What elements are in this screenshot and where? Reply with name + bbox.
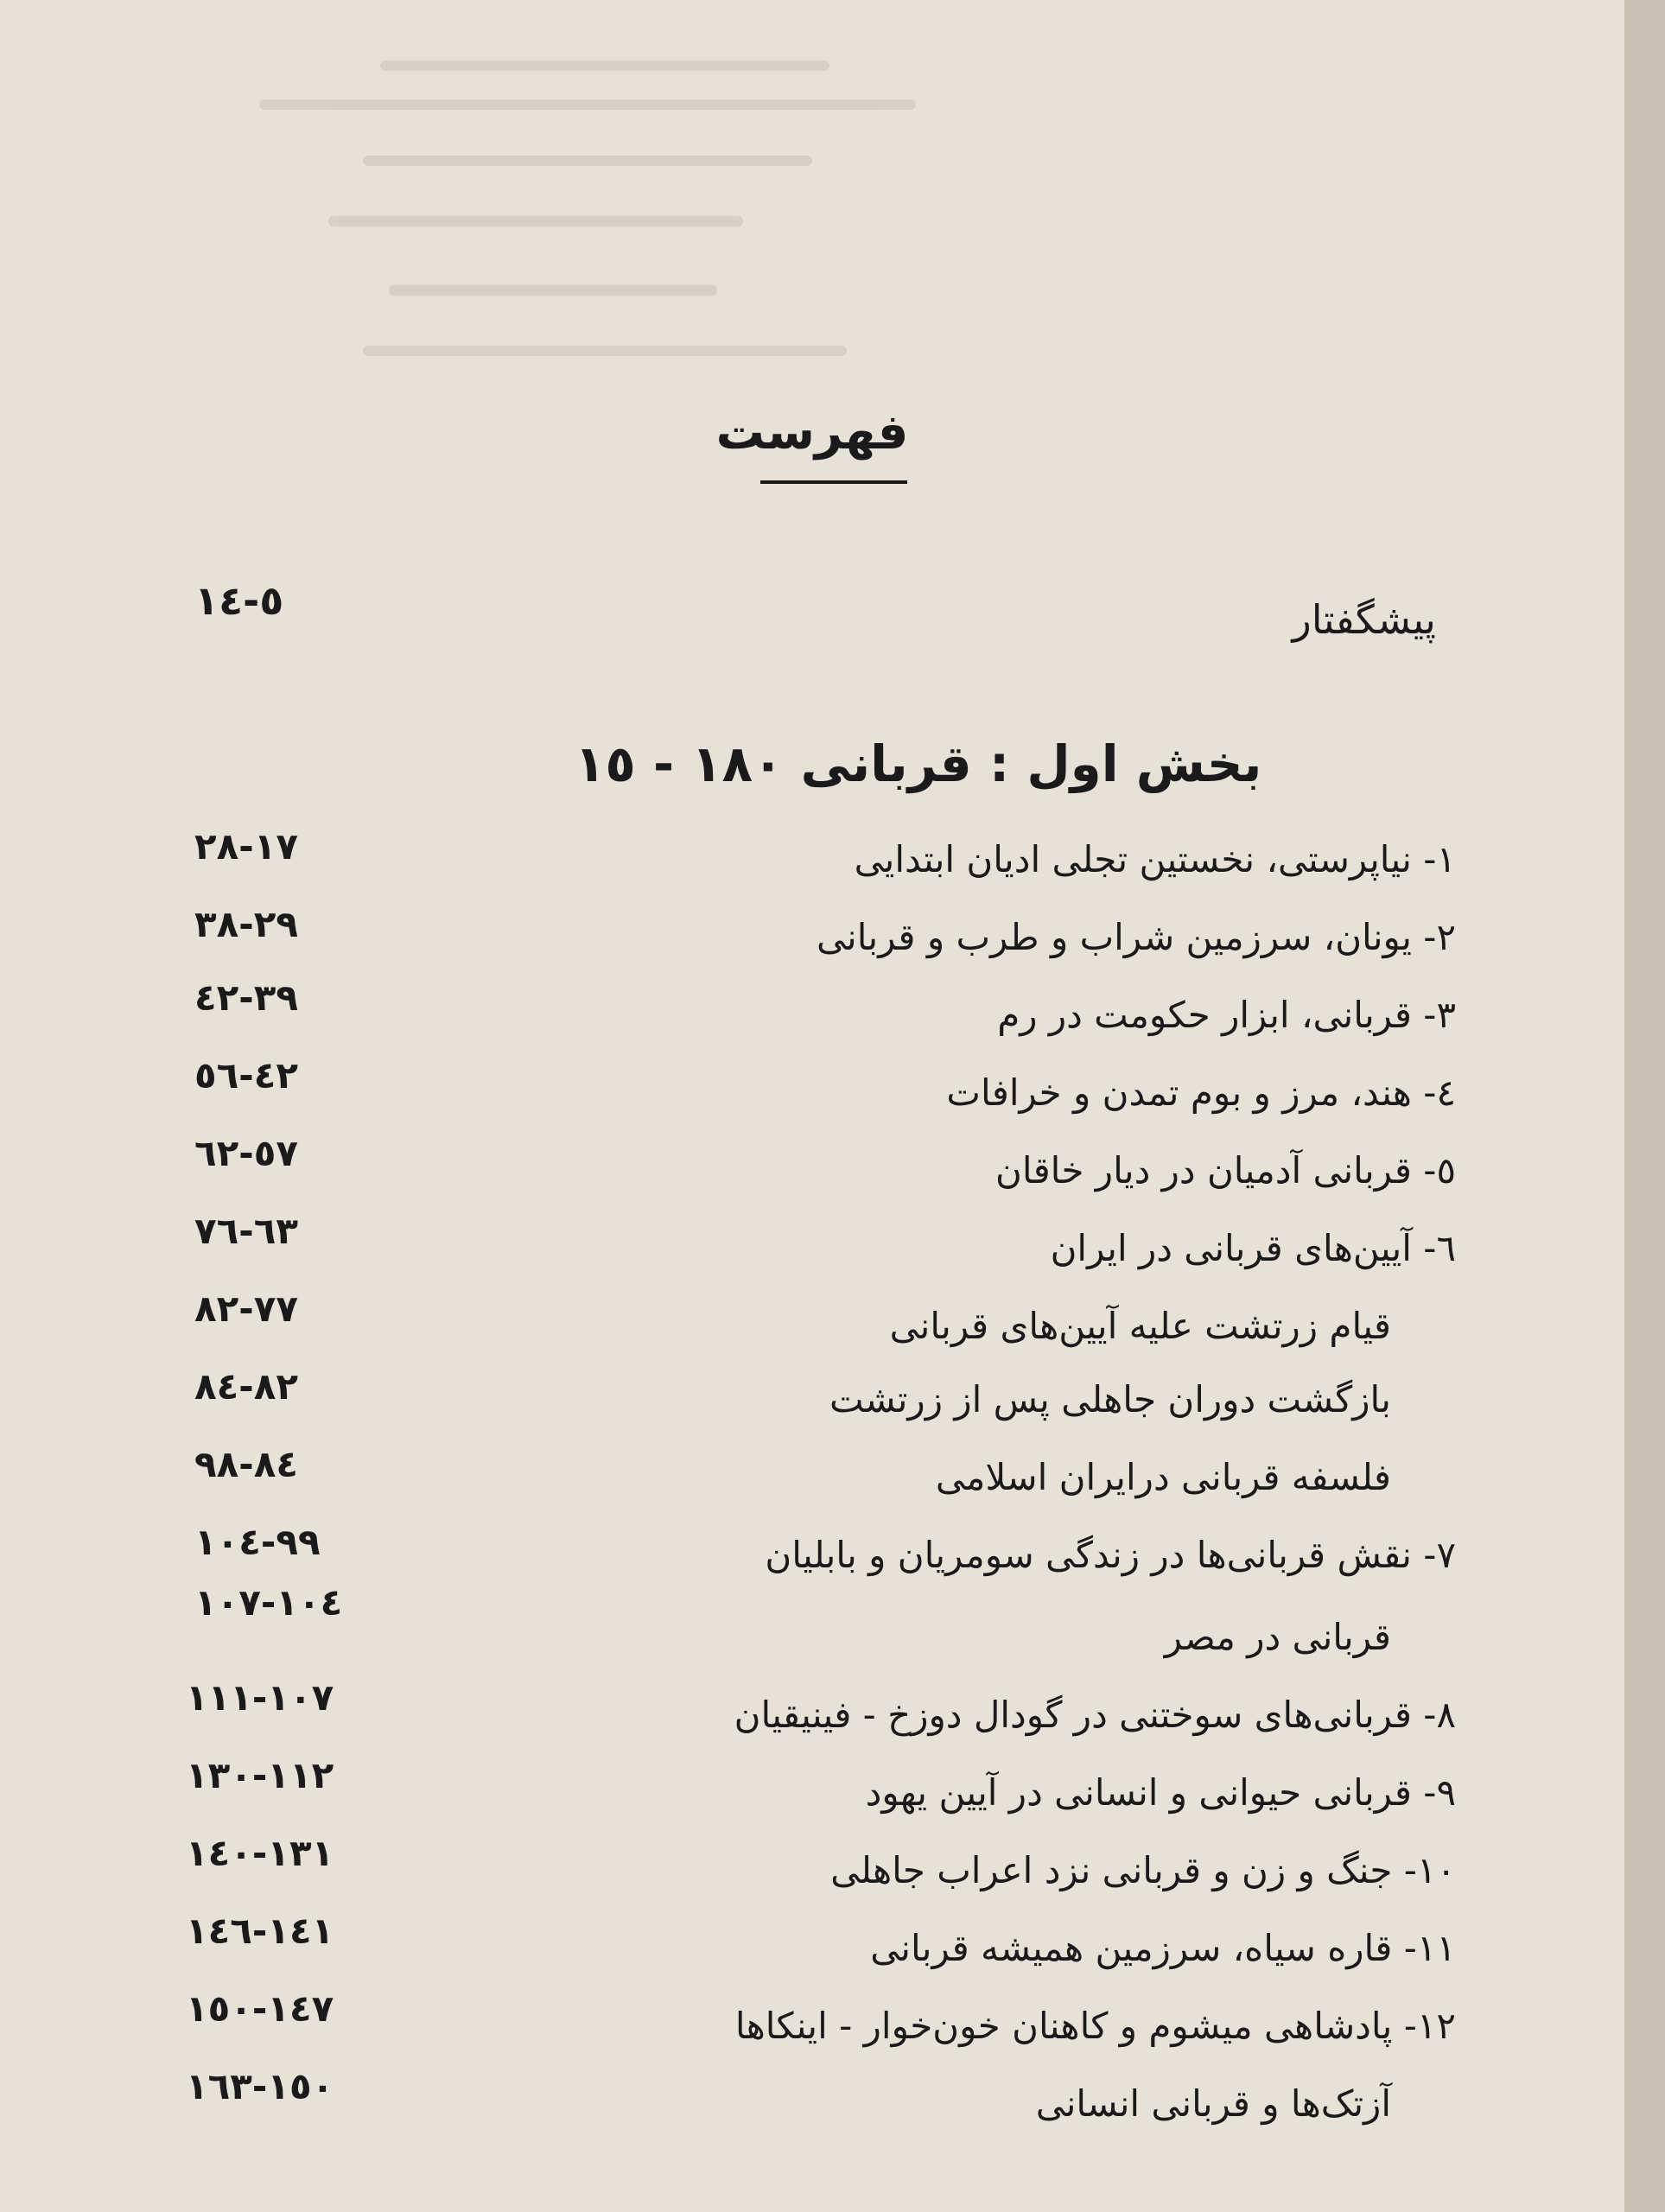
toc-entry-pages: ٩٩-١٠٤ <box>194 1521 321 1563</box>
toc-entry-title: ٦- آیین‌های قربانی در ایران <box>1050 1227 1456 1269</box>
title-underline <box>760 480 907 484</box>
bleed-through-text <box>0 0 1624 449</box>
page-edge <box>1624 0 1665 2212</box>
preface-pages: ٥-١٤ <box>194 577 284 624</box>
toc-entry-pages: ١٤٧-١٥٠ <box>186 1987 334 2030</box>
toc-entry-title: ٨- قربانی‌های سوختنی در گودال دوزخ - فینیقیان <box>734 1694 1456 1736</box>
toc-entry-title: آزتک‌ها و قربانی انسانی <box>1035 2082 1391 2125</box>
toc-entry-title: ١- نیاپرستی، نخستین تجلی ادیان ابتدایی <box>854 838 1456 880</box>
toc-entry-pages: ١٧-٢٨ <box>194 825 298 868</box>
toc-entry-title: ١١- قاره سیاه، سرزمین همیشه قربانی <box>870 1927 1456 1969</box>
toc-entry-title: ٥- قربانی آدمیان در دیار خاقان <box>995 1149 1456 1192</box>
toc-entry-pages: ٨٤-٩٨ <box>194 1443 298 1485</box>
toc-entry-pages: ١٠٤-١٠٧ <box>194 1581 343 1624</box>
toc-entry-pages: ١١٢-١٣٠ <box>186 1754 334 1796</box>
toc-entry-title: ١٠- جنگ و زن و قربانی نزد اعراب جاهلی <box>830 1849 1456 1891</box>
toc-entry-title: ٣- قربانی، ابزار حکومت در رم <box>997 994 1456 1036</box>
toc-entry-title: ٤- هند، مرز و بوم تمدن و خرافات <box>946 1071 1456 1114</box>
toc-entry-title: فلسفه قربانی درایران اسلامی <box>935 1456 1391 1498</box>
toc-entry-pages: ١٤١-١٤٦ <box>186 1910 334 1952</box>
preface-label: پیشگفتار <box>1292 596 1436 643</box>
toc-entry-pages: ٧٧-٨٢ <box>194 1287 298 1330</box>
toc-entry-title: قیام زرتشت علیه آیین‌های قربانی <box>889 1305 1391 1347</box>
toc-entry-pages: ١٠٧-١١١ <box>186 1676 334 1719</box>
toc-title: فهرست <box>715 404 909 461</box>
toc-entry-title: ١٢- پادشاهی میشوم و کاهنان خون‌خوار - اینکاها <box>734 2005 1456 2047</box>
toc-entry-title: ٩- قربانی حیوانی و انسانی در آیین یهود <box>865 1771 1456 1814</box>
toc-entry-pages: ٤٢-٥٦ <box>194 1054 298 1096</box>
toc-entry-pages: ٥٧-٦٢ <box>194 1132 298 1174</box>
toc-entry-title: قربانی در مصر <box>1164 1616 1391 1658</box>
toc-entry-pages: ١٣١-١٤٠ <box>186 1832 334 1874</box>
toc-entry-title: ٢- یونان، سرزمین شراب و طرب و قربانی <box>817 916 1456 958</box>
toc-entry-title: بازگشت دوران جاهلی پس از زرتشت <box>829 1378 1391 1421</box>
toc-entry-pages: ٦٣-٧٦ <box>194 1210 298 1252</box>
toc-entry-pages: ٢٩-٣٨ <box>194 903 298 945</box>
section-title: بخش اول : قربانی ١٨٠ - ١٥ <box>575 734 1262 793</box>
toc-entry-pages: ٨٢-٨٤ <box>194 1365 298 1408</box>
toc-entry-pages: ١٥٠-١٦٣ <box>186 2065 334 2107</box>
toc-entry-pages: ٣٩-٤٢ <box>194 976 298 1019</box>
toc-entry-title: ٧- نقش قربانی‌ها در زندگی سومریان و بابلیان <box>765 1534 1456 1576</box>
